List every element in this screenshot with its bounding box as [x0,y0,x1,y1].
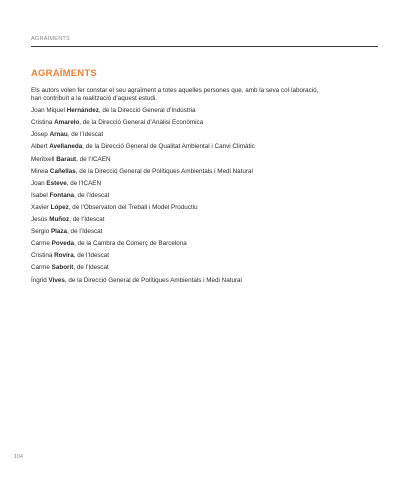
person-surname: Amarelo [54,119,80,127]
person-affiliation: , de l’ICAEN [76,155,111,163]
list-item [31,105,376,117]
person-affiliation: , de l’ICAEN [66,179,102,187]
person-first-name: Albert [31,143,50,151]
person-first-name: Xavier [31,203,51,211]
person-affiliation: , de la Direcció General de Polítiques Ambientals i Medi Natural [75,167,253,175]
person-first-name: Carme [31,264,52,272]
person-affiliation: , de la Direcció General d’Indústria [98,107,196,115]
person-first-name: Joan [31,179,47,187]
person-surname: Fontana [49,191,75,199]
list-item [31,226,376,238]
person-surname: Hernández [66,107,99,115]
person-surname: Muñoz [49,216,70,224]
person-surname: Arnau [49,131,68,139]
person-surname: Rovira [54,252,74,260]
person-first-name: Cristina [31,252,55,260]
person-affiliation: , de l’Observatori del Treball i Model Productiu [68,203,198,211]
person-affiliation: , de la Direcció General de Qualitat Ambiental i Canvi Climàtic [82,143,255,151]
intro-line-1: Els autors volen fer constar el seu agraïment a totes aquelles persones que, amb la seva col·laboració, [31,87,319,94]
list-item [31,202,376,214]
person-affiliation: , de l’Idescat [67,228,103,236]
person-surname: López [50,203,69,211]
person-affiliation: , de l’Idescat [74,191,110,199]
person-surname: Vives [48,276,65,284]
person-affiliation: , de la Direcció General de Polítiques Ambientals i Medi Natural [64,276,242,284]
person-surname: Plaza [50,228,68,236]
list-item [31,250,376,262]
intro-paragraph [31,87,376,102]
person-first-name: Isabel [31,191,50,199]
person-surname: Poveda [51,240,75,248]
list-item [31,275,376,287]
person-first-name: Jesús [31,216,50,224]
section-title: AGRAÏMENTS [31,68,97,79]
person-affiliation: , de la Direcció General d’Anàlisi Econòmica [79,119,204,127]
list-item [31,129,376,141]
person-first-name: Josep [31,131,50,139]
person-first-name: Meritxell [31,155,57,163]
acknowledgements-section [31,68,376,287]
person-first-name: Joan Miquel [31,107,67,115]
person-surname: Esteve [46,179,67,187]
person-first-name: Sergio [31,228,51,236]
person-first-name: Íngrid [31,276,49,284]
list-item [31,141,376,153]
person-surname: Cañellas [49,167,76,175]
person-first-name: Carme [31,240,52,248]
person-affiliation: , de la Cambra de Comerç de Barcelona [74,240,187,248]
person-affiliation: , de l’Idescat [73,252,110,260]
person-surname: Baraut [56,155,77,163]
person-surname: Avellaneda [49,143,83,151]
person-affiliation: , de l’Idescat [69,216,105,224]
intro-line-2: han contribuït a la realització d’aquest estudi. [31,94,158,102]
running-header-title: AGRAÏMENTS [31,36,70,42]
list-item [31,117,376,129]
person-affiliation: , de l’Idescat [67,131,104,139]
people-list [31,105,376,286]
list-item [31,178,376,190]
person-first-name: Mireia [31,167,50,175]
list-item [31,238,376,250]
list-item [31,190,376,202]
person-affiliation: , de l’Idescat [73,264,109,272]
person-first-name: Cristina [31,119,55,127]
person-surname: Saborit [51,264,74,272]
list-item [31,154,376,166]
list-item [31,214,376,226]
running-header [31,36,378,47]
list-item [31,166,376,178]
list-item [31,262,376,274]
page-number: 104 [14,454,23,460]
